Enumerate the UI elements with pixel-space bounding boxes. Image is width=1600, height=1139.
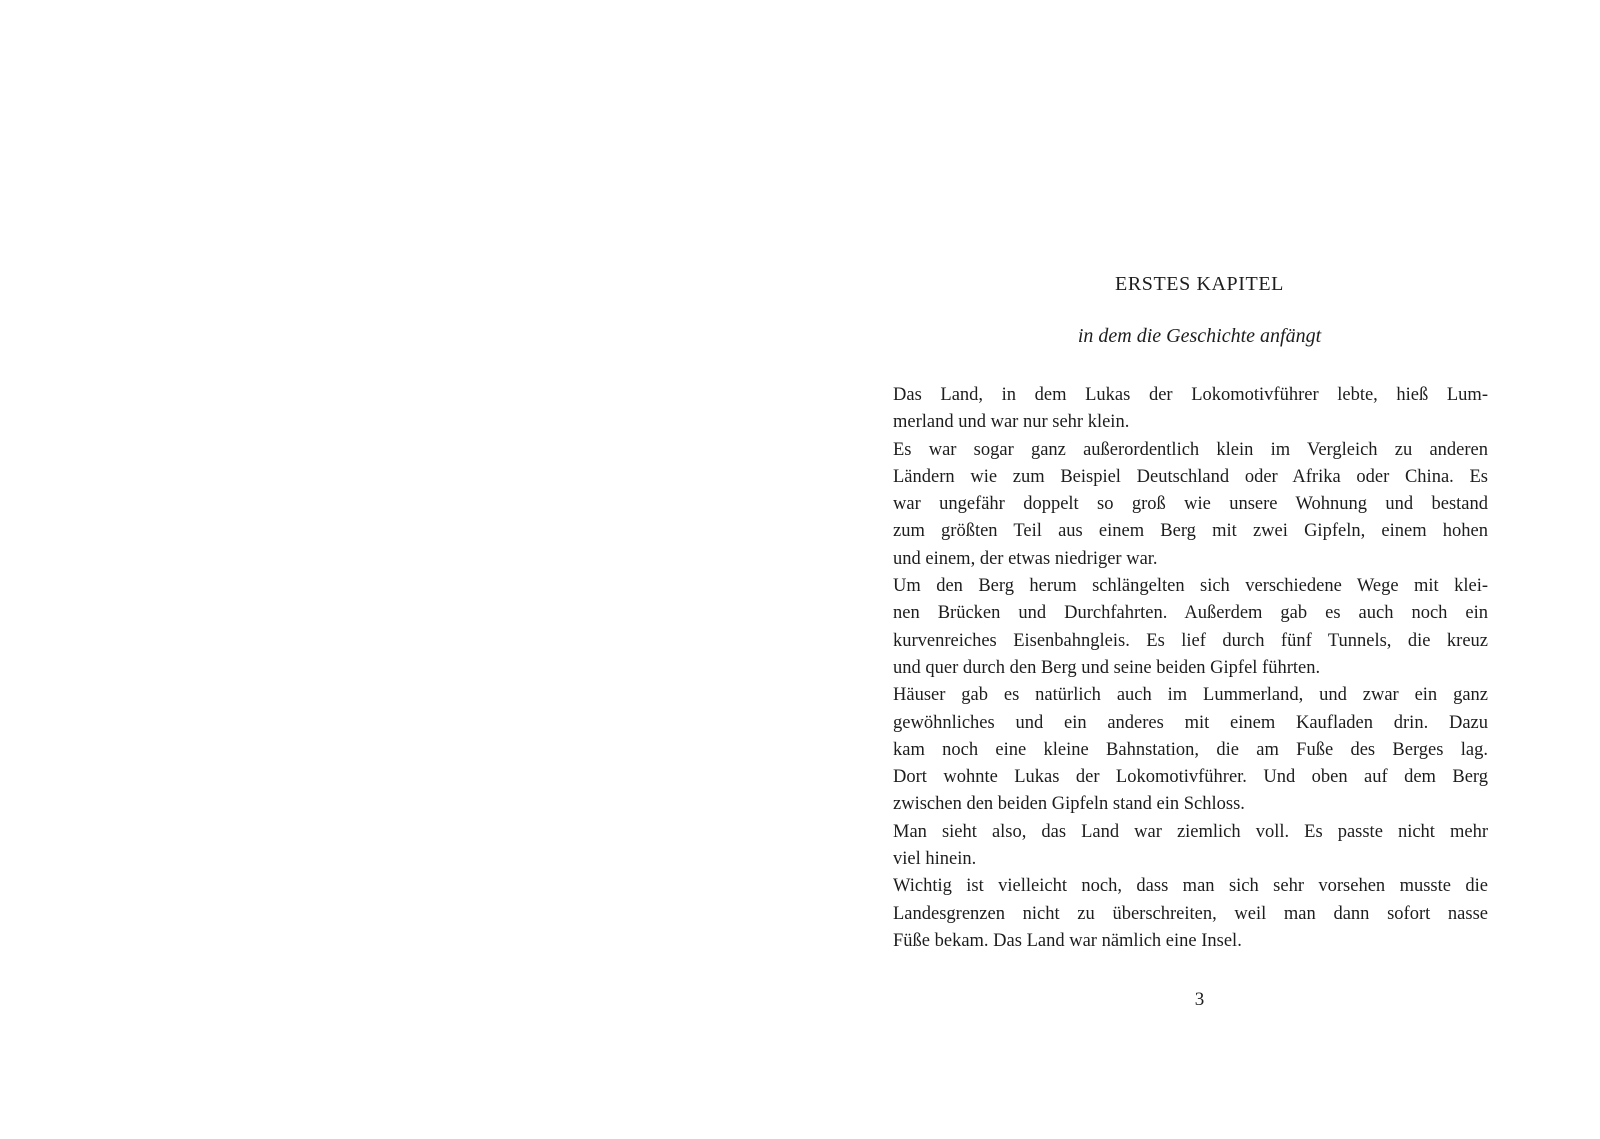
- text-line: viel hinein.: [893, 849, 977, 870]
- chapter-subtitle: in dem die Geschichte anfängt: [1077, 325, 1322, 347]
- text-line: kurvenreiches Eisenbahngleis. Es lief durch fünf Tunnels, die kreuz: [893, 630, 1488, 651]
- text-line: zum größten Teil aus einem Berg mit zwei Gipfeln, einem hohen: [893, 521, 1488, 542]
- text-line: Füße bekam. Das Land war nämlich eine Insel.: [893, 930, 1242, 951]
- text-line: und einem, der etwas niedriger war.: [893, 548, 1158, 569]
- text-line: Um den Berg herum schlängelten sich verschiedene Wege mit klei-: [893, 576, 1488, 597]
- text-line: war ungefähr doppelt so groß wie unsere Wohnung und bestand: [893, 494, 1488, 515]
- chapter-heading: ERSTES KAPITEL: [1115, 273, 1284, 295]
- text-line: nen Brücken und Durchfahrten. Außerdem gab es auch noch ein: [893, 603, 1488, 624]
- text-line: Das Land, in dem Lukas der Lokomotivführer lebte, hieß Lum-: [893, 385, 1488, 405]
- text-line: Landesgrenzen nicht zu überschreiten, weil man dann sofort nasse: [893, 903, 1488, 924]
- text-line: gewöhnliches und ein anderes mit einem Kaufladen drin. Dazu: [893, 712, 1488, 733]
- text-line: Häuser gab es natürlich auch im Lummerland, und zwar ein ganz: [893, 685, 1488, 706]
- page-number: 3: [1194, 989, 1205, 1010]
- text-line: merland und war nur sehr klein.: [893, 412, 1130, 433]
- text-line: Ländern wie zum Beispiel Deutschland oder Afrika oder China. Es: [893, 466, 1488, 487]
- text-block: [893, 0, 1488, 1139]
- text-line: zwischen den beiden Gipfeln stand ein Schloss.: [893, 794, 1245, 815]
- text-line: und quer durch den Berg und seine beiden Gipfel führten.: [893, 657, 1321, 678]
- text-line: Dort wohnte Lukas der Lokomotivführer. Und oben auf dem Berg: [893, 767, 1488, 788]
- text-line: kam noch eine kleine Bahnstation, die am Fuße des Berges lag.: [893, 739, 1488, 760]
- chapter-body: [893, 382, 1488, 955]
- text-line: Wichtig ist vielleicht noch, dass man sich sehr vorsehen musste die: [893, 876, 1488, 897]
- text-line: Es war sogar ganz außerordentlich klein im Vergleich zu anderen: [893, 439, 1488, 460]
- text-line: Man sieht also, das Land war ziemlich voll. Es passte nicht mehr: [893, 821, 1488, 842]
